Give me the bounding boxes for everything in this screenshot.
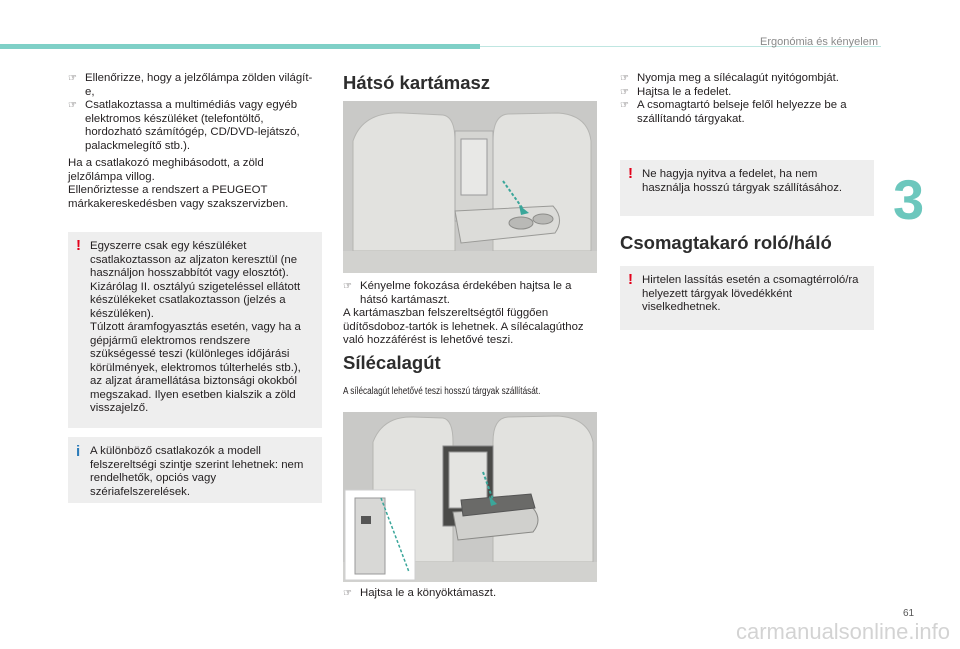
paragraph: A kartámaszban felszereltségtől függően üdítősdoboz-tartók is lehetnek. A sílécalagúthoz való hozzáférést is lehetővé teszi. [343,307,584,346]
left-intro [68,72,318,211]
info-icon: i [76,443,81,460]
pointing-hand-icon: ☞ [620,86,629,98]
watermark: carmanualsonline.info [735,619,950,644]
list-item: ☞ Ellenőrizze, hogy a jelzőlámpa zölden világít-e, [68,72,313,98]
heading-luggage-cover: Csomagtakaró roló/háló [620,232,832,253]
warning-box: ! Ne hagyja nyitva a fedelet, ha nem használja hosszú tárgyak szállításához. [620,160,874,216]
warning-box: ! Egyszerre csak egy készüléket csatlakoztasson az aljzaton keresztül (ne használjon hosszabbítót vagy elosztót). Kizárólag II. osztályú szigeteléssel ellátott készülékeket csatlakoztasson (jelzés a készüléken). Túlzott áramfogyasztás esetén, vagy ha a gépjármű elektromos rendszere szükségessé teszi (különleges időjárási körülmények, elektromos túlterhelés stb.), az aljzat áramellátása biztonsági okokból megszakad. Ilyen esetben kialszik a zöld visszajelző. [68,232,322,428]
rear-seat-armrest-illustration [343,101,597,273]
ski-tunnel-photo [343,412,597,582]
chapter-number: 3 [893,168,925,231]
list-item: ☞ Nyomja meg a sílécalagút nyitógombját. [620,72,839,84]
exclamation-icon: ! [628,271,633,288]
right-steps [620,72,874,126]
pointing-hand-icon: ☞ [620,73,629,84]
rear-armrest-photo [343,101,597,273]
info-box: i A különböző csatlakozók a modell felszereltségi szintje szerint lehetnek: nem rendelhetők, opciós vagy szériafelszerelések. [68,437,322,503]
section-title: Ergonómia és kényelem [759,36,878,48]
pointing-hand-icon: ☞ [68,73,77,84]
ski-tunnel-caption: A sílécalagút lehetővé teszi hosszú tárgyak szállítását. [343,386,541,397]
ski-tunnel-step [343,587,597,601]
armrest-text [343,280,597,348]
warning-box: ! Hirtelen lassítás esetén a csomagtérroló/ra helyezett tárgyak lövedékként viselkedhetnek. [620,266,874,330]
page-number: 61 [903,608,915,619]
pointing-hand-icon: ☞ [620,100,629,111]
pointing-hand-icon: ☞ [343,588,352,599]
heading-ski-tunnel: Sílécalagút [343,352,441,373]
list-item: ☞ Csatlakoztassa a multimédiás vagy egyéb elektromos készüléket (telefontöltő, hordozható számítógép, CD/DVD-lejátszó, palackmelegítő stb.). [68,99,300,152]
paragraph: Ha a csatlakozó meghibásodott, a zöld jelzőlámpa villog. [68,157,264,183]
exclamation-icon: ! [76,237,81,254]
pointing-hand-icon: ☞ [343,281,352,292]
ski-tunnel-illustration [343,412,597,582]
heading-rear-armrest: Hátsó kartámasz [343,72,491,93]
list-item: ☞ A csomagtartó belseje felől helyezze be a szállítandó tárgyakat. [620,99,847,125]
exclamation-icon: ! [628,165,633,182]
list-item: ☞ Hajtsa le a könyöktámaszt. [343,587,497,599]
list-item: ☞ Hajtsa le a fedelet. [620,85,732,98]
header-accent-bar [0,44,480,49]
paragraph: Ellenőriztesse a rendszert a PEUGEOT márkakereskedésben vagy szakszervizben. [68,184,289,210]
pointing-hand-icon: ☞ [68,100,77,111]
list-item: ☞ Kényelme fokozása érdekében hajtsa le a hátsó kartámaszt. [343,280,572,306]
